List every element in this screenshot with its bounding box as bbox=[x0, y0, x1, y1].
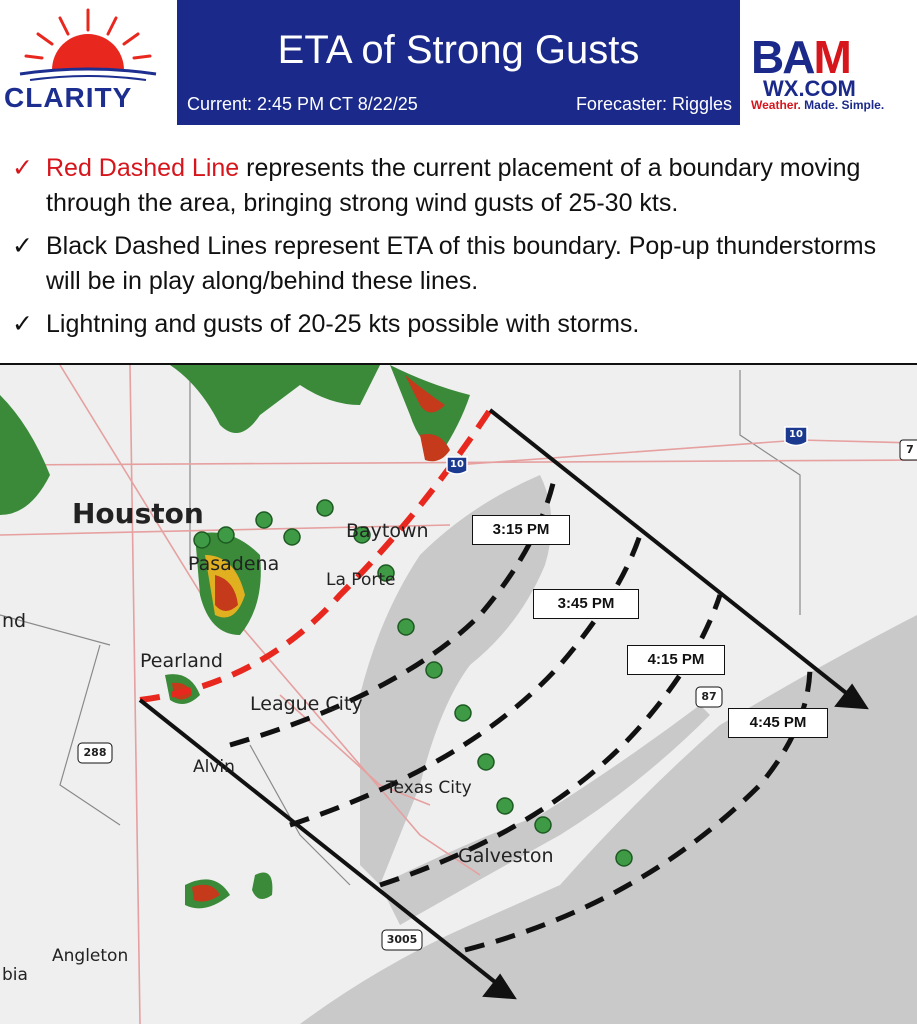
sh87-shield: 87 bbox=[701, 690, 717, 703]
forecaster-name: Forecaster: Riggles bbox=[575, 94, 732, 114]
place-pearland: Pearland bbox=[140, 650, 223, 672]
page-title: ETA of Strong Gusts bbox=[277, 28, 640, 72]
place-galveston: Galveston bbox=[458, 845, 554, 867]
place-alvin: Alvin bbox=[193, 757, 235, 777]
current-time: Current: 2:45 PM CT 8/22/25 bbox=[187, 94, 418, 114]
clarity-wordmark: CLARITY bbox=[4, 82, 133, 113]
sun-icon bbox=[0, 0, 177, 85]
edge-shield: 7 bbox=[906, 443, 914, 456]
note-black-lines: ✓ Black Dashed Lines represent ETA of this boundary. Pop-up thunderstorms will be in play along/behind these lines. bbox=[12, 229, 886, 299]
place-baytown: Baytown bbox=[346, 520, 429, 542]
title-banner bbox=[177, 0, 740, 125]
check-icon: ✓ bbox=[12, 154, 33, 182]
clarity-logo bbox=[0, 0, 177, 125]
place-pasadena: Pasadena bbox=[188, 553, 280, 575]
eta-label-345: 3:45 PM bbox=[533, 589, 639, 619]
eta-label-315: 3:15 PM bbox=[472, 515, 570, 545]
place-houston: Houston bbox=[72, 497, 204, 530]
place-edge-bia: bia bbox=[2, 965, 28, 985]
place-angleton: Angleton bbox=[52, 946, 129, 966]
fm3005-shield: 3005 bbox=[386, 933, 418, 946]
bamwx-logo bbox=[741, 0, 917, 125]
bam-wordmark: BAM bbox=[751, 31, 850, 83]
i10-shield-east: 10 bbox=[789, 429, 803, 440]
place-texas-city: Texas City bbox=[386, 778, 472, 798]
sh288-shield: 288 bbox=[83, 746, 107, 759]
eta-label-445: 4:45 PM bbox=[728, 708, 828, 738]
place-edge-nd: nd bbox=[2, 610, 27, 632]
motion-arrow-south bbox=[140, 700, 505, 990]
place-la-porte: La Porte bbox=[326, 570, 396, 590]
note-red-line: ✓ Red Dashed Line represents the current placement of a boundary moving through the area, bringing strong wind gusts of 25-30 kts. bbox=[12, 151, 886, 221]
note-lightning: ✓ Lightning and gusts of 20-25 kts possible with storms. bbox=[12, 307, 886, 342]
check-icon: ✓ bbox=[12, 232, 33, 260]
map-panel bbox=[0, 365, 917, 1024]
place-league-city: League City bbox=[250, 693, 363, 715]
check-icon: ✓ bbox=[12, 310, 33, 338]
header bbox=[0, 0, 917, 129]
notes-panel bbox=[0, 127, 917, 365]
wxcom-wordmark: WX.COM bbox=[763, 76, 856, 101]
i10-shield-west: 10 bbox=[450, 459, 464, 470]
bamwx-tagline: Weather. Made. Simple. bbox=[751, 98, 885, 112]
eta-label-415: 4:15 PM bbox=[627, 645, 725, 675]
